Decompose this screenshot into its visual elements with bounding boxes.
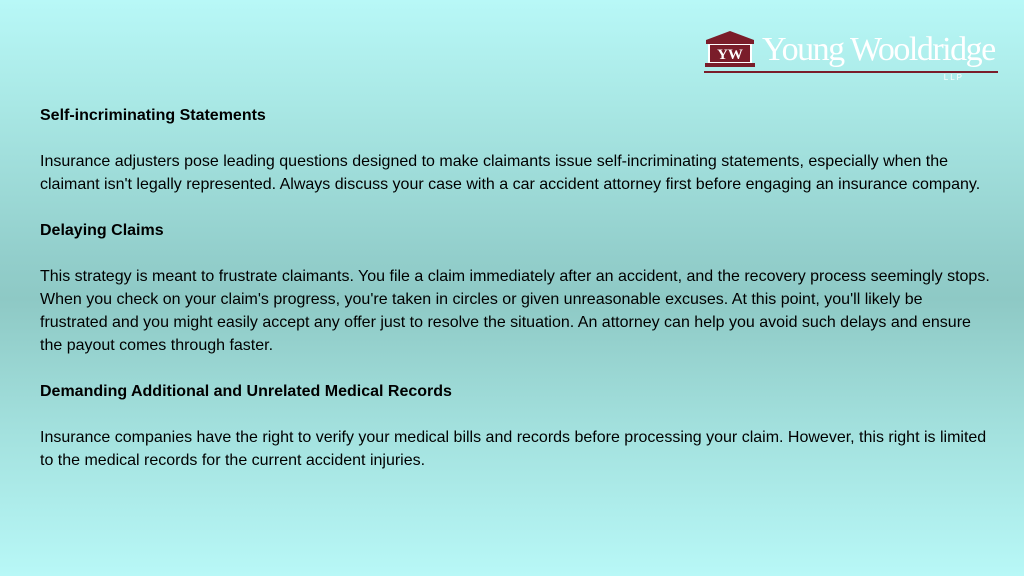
article-content [40,104,990,495]
firm-logo [704,30,1002,82]
firm-name: Young Wooldridge [762,31,995,68]
building-icon [704,30,756,70]
section-body-self-incriminating: Insurance adjusters pose leading questions designed to make claimants issue self-incriminating statements, especially when the claimant isn't legally represented. Always discuss your case with a car accident attorney first before engaging an insurance company. [40,153,981,193]
section-heading-self-incriminating: Self-incriminating Statements [40,107,266,124]
section-body-medical-records: Insurance companies have the right to verify your medical bills and records before processing your claim. However, this right is limited to the medical records for the current accident injuries. [40,429,987,469]
section-heading-delaying-claims: Delaying Claims [40,222,164,239]
section-heading-medical-records: Demanding Additional and Unrelated Medical Records [40,383,452,400]
logo-mark-text: YW [717,47,743,63]
firm-suffix: LLP [943,73,964,82]
section-body-delaying-claims: This strategy is meant to frustrate claimants. You file a claim immediately after an accident, and the recovery process seemingly stops. When you check on your claim's progress, you're taken in circles or given unreasonable excuses. At this point, you'll likely be frustrated and you might easily accept any offer just to resolve the situation. An attorney can help you avoid such delays and ensure the payout comes through faster. [40,268,990,354]
